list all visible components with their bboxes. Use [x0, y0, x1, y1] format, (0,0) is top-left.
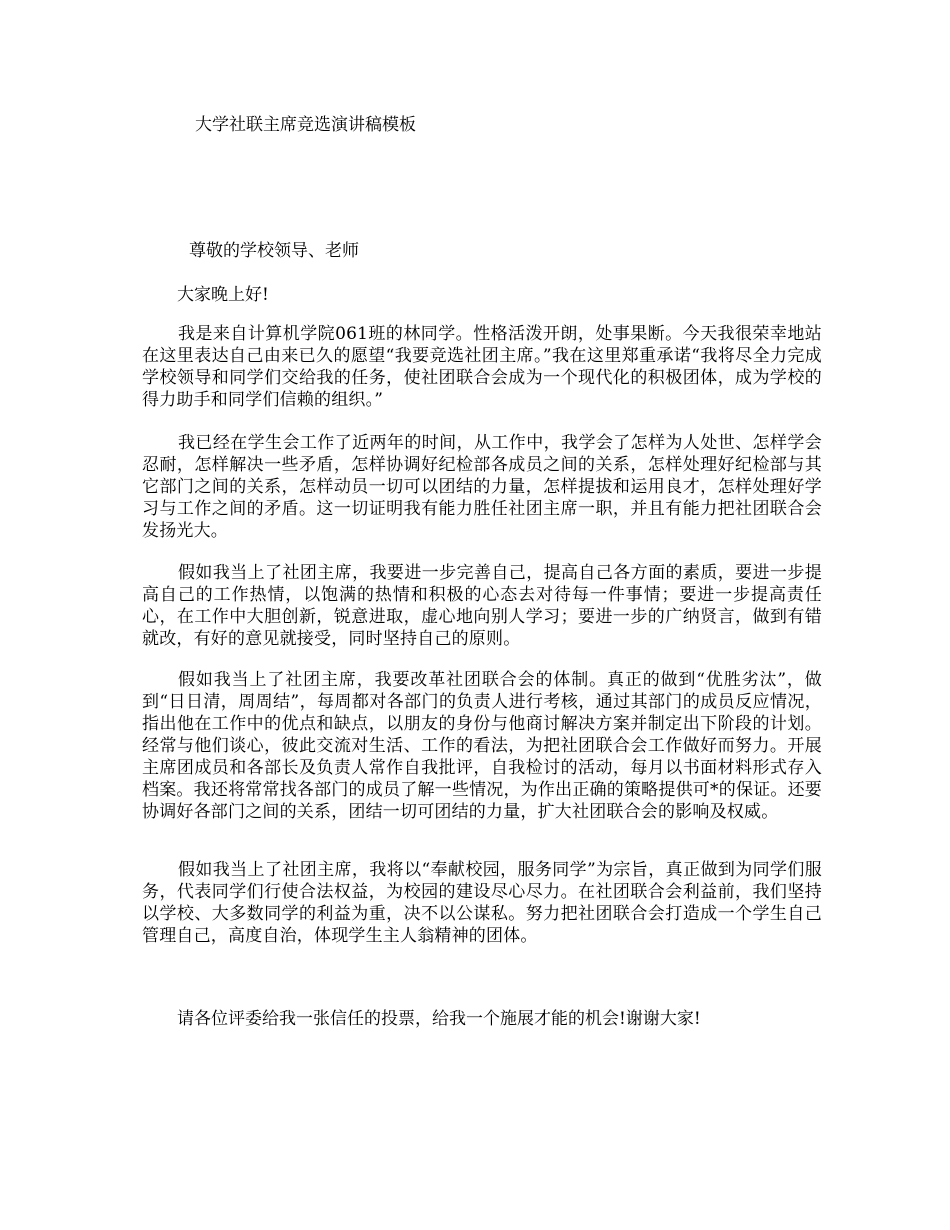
- document-title: 大学社联主席竞选演讲稿模板: [195, 115, 416, 135]
- paragraph-service: 假如我当上了社团主席，我将以“奉献校园，服务同学”为宗旨，真正做到为同学们服务，代表同学们行使合法权益，为校园的建设尽心尽力。在社团联合会利益前，我们坚持以学校、大多数同学的利益为重，决不以公谋私。努力把社团联合会打造成一个学生自己管理自己，高度自治，体现学生主人翁精神的团体。: [142, 860, 822, 946]
- salutation: 尊敬的学校领导、老师: [189, 241, 359, 261]
- closing-statement: 请各位评委给我一张信任的投票，给我一个施展才能的机会!谢谢大家!: [177, 1009, 701, 1029]
- paragraph-introduction: 我是来自计算机学院061班的林同学。性格活泼开朗，处事果断。今天我很荣幸地站在这里表达自己由来已久的愿望“我要竞选社团主席。”我在这里郑重承诺“我将尽全力完成学校领导和同学们交给我的任务，使社团联合会成为一个现代化的积极团体，成为学校的得力助手和同学们信赖的组织。”: [142, 324, 822, 410]
- paragraph-experience: 我已经在学生会工作了近两年的时间，从工作中，我学会了怎样为人处世、怎样学会忍耐，怎样解决一些矛盾，怎样协调好纪检部各成员之间的关系，怎样处理好纪检部与其它部门之间的关系，怎样动员一切可以团结的力量，怎样提拔和运用良才，怎样处理好学习与工作之间的矛盾。这一切证明我有能力胜任社团主席一职，并且有能力把社团联合会发扬光大。: [142, 433, 822, 541]
- greeting: 大家晚上好!: [177, 285, 269, 305]
- paragraph-self-improvement: 假如我当上了社团主席，我要进一步完善自己，提高自己各方面的素质，要进一步提高自己的工作热情，以饱满的热情和积极的心态去对待每一件事情；要进一步提高责任心，在工作中大胆创新，锐意进取，虚心地向别人学习；要进一步的广纳贤言，做到有错就改，有好的意见就接受，同时坚持自己的原则。: [142, 563, 822, 649]
- paragraph-reform: 假如我当上了社团主席，我要改革社团联合会的体制。真正的做到“优胜劣汰”，做到“日日清，周周结”，每周都对各部门的负责人进行考核，通过其部门的成员反应情况，指出他在工作中的优点和缺点，以朋友的身份与他商讨解决方案并制定出下阶段的计划。经常与他们谈心，彼此交流对生活、工作的看法，为把社团联合会工作做好而努力。开展主席团成员和各部长及负责人常作自我批评，自我检讨的活动，每月以书面材料形式存入档案。我还将常常找各部门的成员了解一些情况，为作出正确的策略提供可*的保证。还要协调好各部门之间的关系，团结一切可团结的力量，扩大社团联合会的影响及权威。: [142, 670, 822, 822]
